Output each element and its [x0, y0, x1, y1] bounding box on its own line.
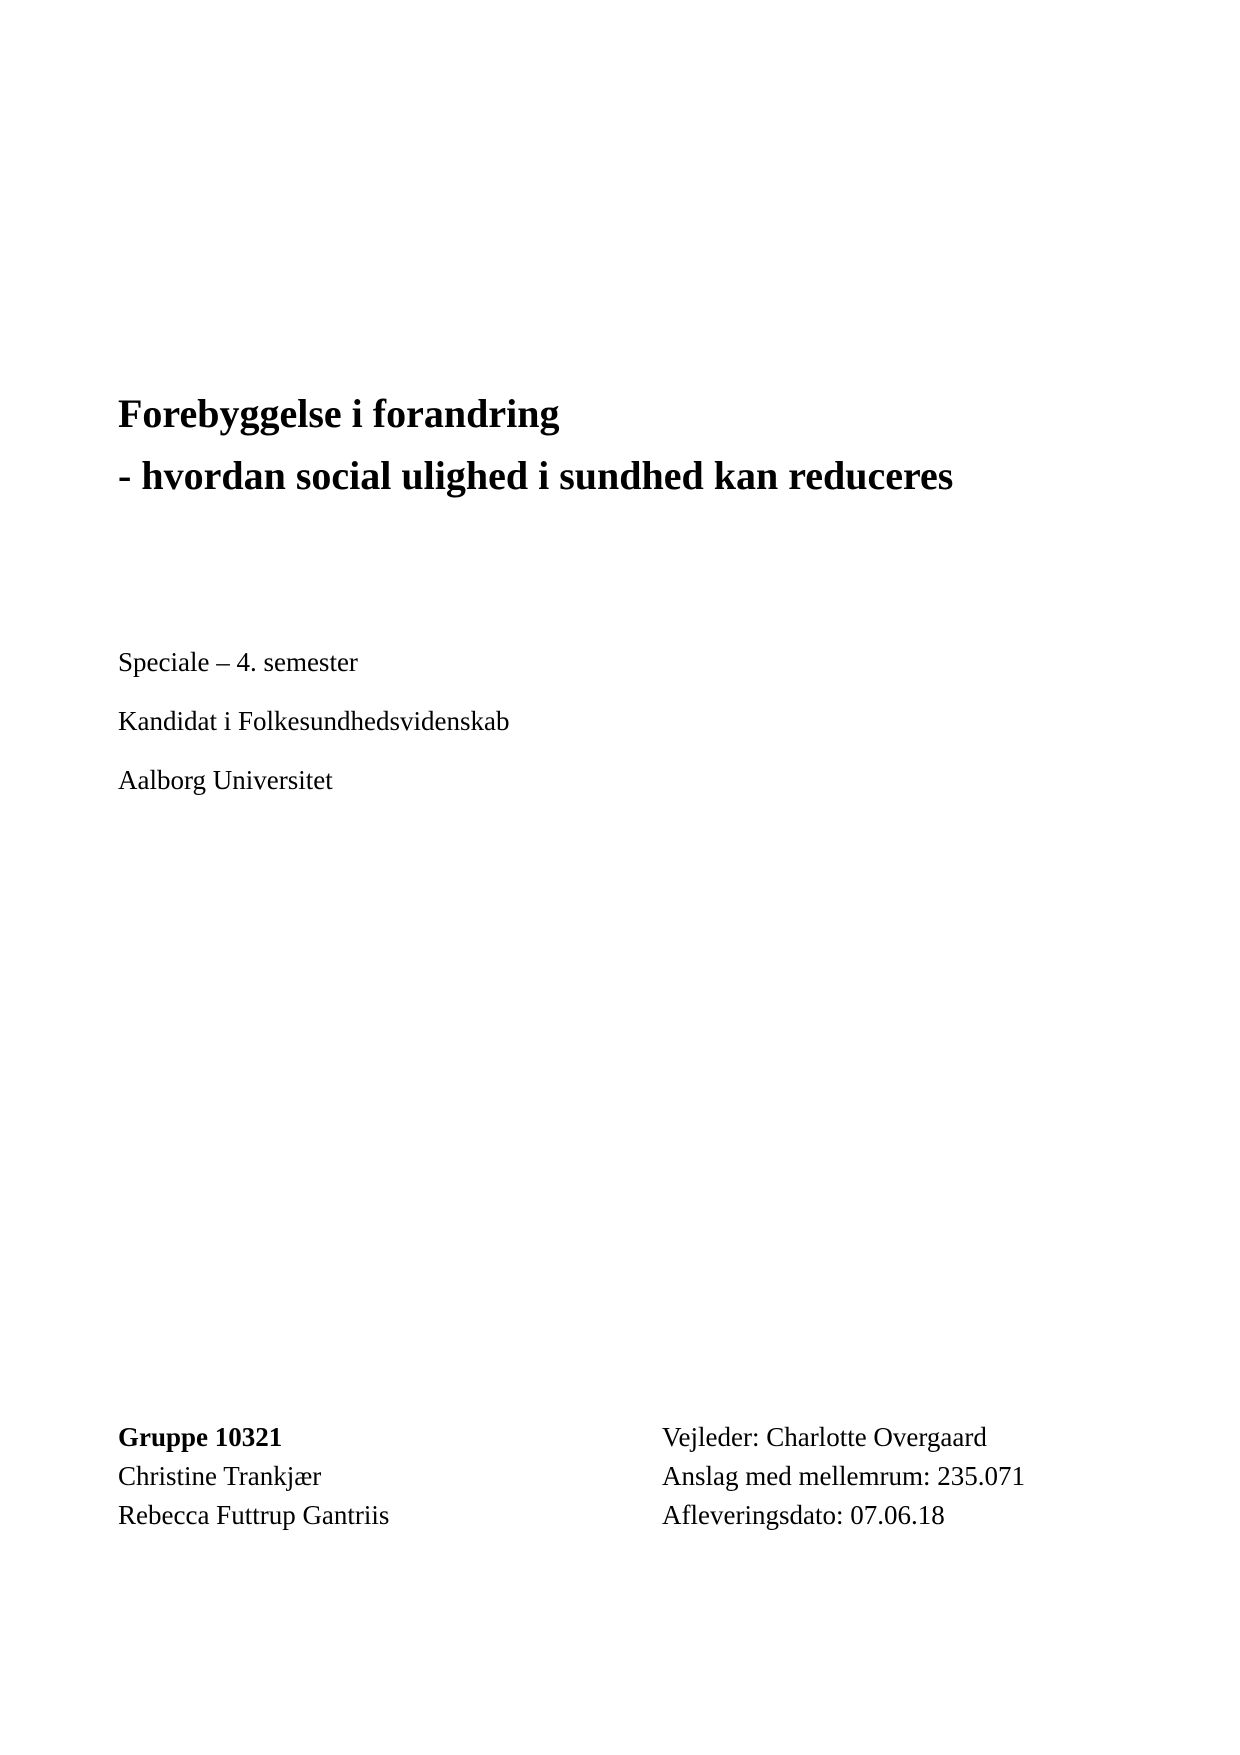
document-title: Forebyggelse i forandring	[118, 391, 560, 436]
due-date-line: Afleveringsdato: 07.06.18	[662, 1500, 945, 1530]
group-member: Christine Trankjær	[118, 1461, 322, 1491]
document-subtitle: - hvordan social ulighed i sundhed kan reduceres	[118, 453, 954, 498]
character-count-line: Anslag med mellemrum: 235.071	[662, 1461, 1025, 1491]
supervisor-line: Vejleder: Charlotte Overgaard	[662, 1422, 987, 1452]
title-block	[118, 390, 953, 500]
group-info	[118, 1418, 389, 1535]
program-line: Kandidat i Folkesundhedsvidenskab	[118, 706, 510, 736]
course-line: Speciale – 4. semester	[118, 647, 358, 677]
group-name: Gruppe 10321	[118, 1422, 283, 1452]
university-line: Aalborg Universitet	[118, 765, 333, 795]
group-member: Rebecca Futtrup Gantriis	[118, 1500, 390, 1530]
submission-details	[662, 1418, 1025, 1535]
study-info	[118, 646, 509, 823]
